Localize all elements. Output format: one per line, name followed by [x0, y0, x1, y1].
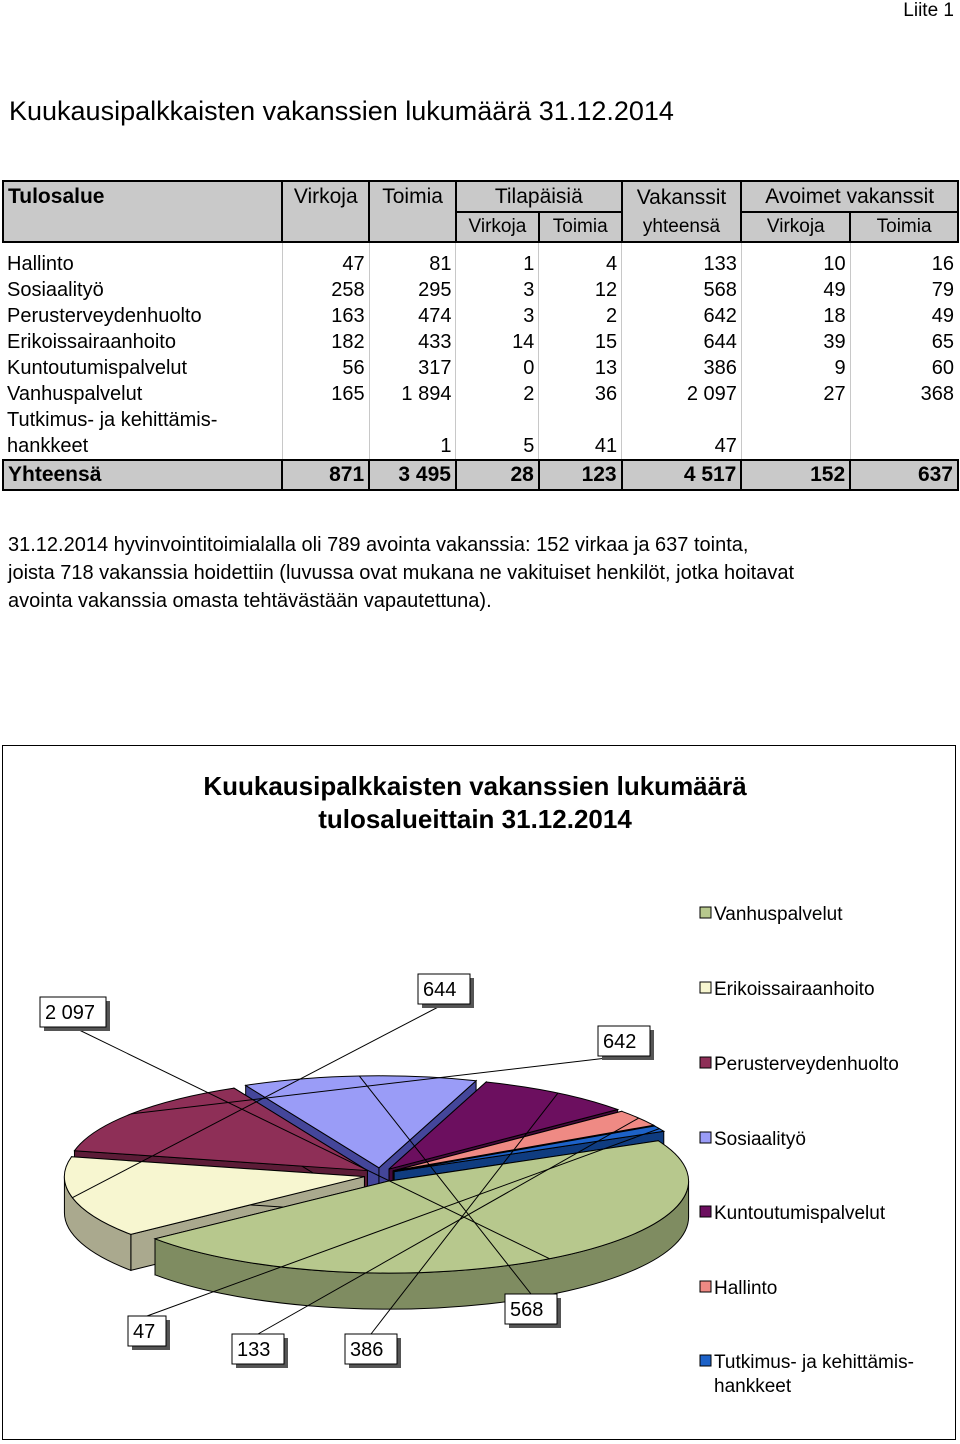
- cell-av-virkoja: 10: [741, 242, 850, 277]
- cell-til-virkoja: 5: [456, 407, 539, 460]
- cell-av-virkoja: 27: [741, 381, 850, 407]
- header-avoimet: Avoimet vakanssit: [741, 181, 958, 212]
- cell-til-virkoja: 1: [456, 242, 539, 277]
- cell-toimia: 1: [369, 407, 456, 460]
- legend-label: Vanhuspalvelut: [714, 904, 843, 925]
- header-tulosalue: Tulosalue: [3, 181, 282, 242]
- cell-toimia: 81: [369, 242, 456, 277]
- data-label: 568: [510, 1299, 544, 1321]
- cell-av-toimia: 16: [850, 242, 958, 277]
- header-tilapaisia-virkoja: Virkoja: [456, 212, 539, 242]
- legend-swatch: [700, 1057, 711, 1068]
- cell-av-virkoja: 49: [741, 277, 850, 303]
- total-av-toimia: 637: [850, 460, 958, 490]
- cell-virkoja: 182: [282, 329, 369, 355]
- header-avoimet-virkoja: Virkoja: [741, 212, 850, 242]
- legend-swatch: [700, 1206, 711, 1217]
- cell-av-toimia: 65: [850, 329, 958, 355]
- cell-til-virkoja: 0: [456, 355, 539, 381]
- row-name: Perusterveydenhuolto: [7, 305, 202, 327]
- cell-toimia: 295: [369, 277, 456, 303]
- data-label: 644: [423, 979, 457, 1001]
- header-tilapaisia-toimia: Toimia: [539, 212, 622, 242]
- header-avoimet-toimia: Toimia: [850, 212, 958, 242]
- cell-til-toimia: 15: [539, 329, 622, 355]
- header-yhteensa: yhteensä: [622, 212, 742, 242]
- cell-yhteensa: 386: [622, 355, 742, 381]
- cell-yhteensa: 133: [622, 242, 742, 277]
- cell-virkoja: 258: [282, 277, 369, 303]
- total-av-virkoja: 152: [741, 460, 850, 490]
- attachment-label: Liite 1: [903, 0, 954, 21]
- legend-label: Erikoissairaanhoito: [714, 979, 875, 1000]
- cell-til-virkoja: 3: [456, 303, 539, 329]
- cell-til-toimia: 12: [539, 277, 622, 303]
- legend-swatch: [700, 907, 711, 918]
- data-label: 386: [350, 1339, 384, 1361]
- cell-toimia: 474: [369, 303, 456, 329]
- header-vakanssit: Vakanssit: [622, 181, 742, 212]
- cell-av-toimia: 79: [850, 277, 958, 303]
- header-virkoja: Virkoja: [282, 181, 369, 242]
- total-til-virkoja: 28: [456, 460, 539, 490]
- note-line: avointa vakanssia omasta tehtävästään vapautettuna).: [8, 590, 492, 612]
- legend-label: Perusterveydenhuolto: [714, 1054, 899, 1075]
- cell-til-toimia: 2: [539, 303, 622, 329]
- total-name: Yhteensä: [3, 460, 282, 490]
- cell-yhteensa: 2 097: [622, 381, 742, 407]
- header-tilapaisia: Tilapäisiä: [456, 181, 622, 212]
- cell-av-toimia: 368: [850, 381, 958, 407]
- cell-toimia: 317: [369, 355, 456, 381]
- chart-title-line1: Kuukausipalkkaisten vakanssien lukumäärä: [203, 771, 747, 801]
- data-label: 2 097: [45, 1002, 96, 1024]
- cell-til-toimia: 13: [539, 355, 622, 381]
- legend-swatch: [700, 1132, 711, 1143]
- legend-swatch: [700, 1355, 711, 1366]
- row-name-line1: Tutkimus- ja kehittämis-: [7, 409, 218, 431]
- total-yhteensa: 4 517: [622, 460, 742, 490]
- header-toimia: Toimia: [369, 181, 456, 242]
- cell-til-virkoja: 2: [456, 381, 539, 407]
- cell-toimia: 433: [369, 329, 456, 355]
- legend-label: hankkeet: [714, 1376, 792, 1397]
- cell-av-virkoja: 9: [741, 355, 850, 381]
- cell-yhteensa: 47: [622, 407, 742, 460]
- cell-yhteensa: 642: [622, 303, 742, 329]
- total-til-toimia: 123: [539, 460, 622, 490]
- total-virkoja: 871: [282, 460, 369, 490]
- note-line: joista 718 vakanssia hoidettiin (luvussa ovat mukana ne vakituiset henkilöt, jotka hoitavat: [8, 562, 795, 584]
- cell-til-toimia: 41: [539, 407, 622, 460]
- legend-swatch: [700, 982, 711, 993]
- cell-virkoja: 56: [282, 355, 369, 381]
- row-name-line2: hankkeet: [7, 435, 89, 457]
- row-name: Sosiaalityö: [7, 279, 104, 301]
- chart-title-line2: tulosalueittain 31.12.2014: [318, 804, 632, 834]
- row-name: Kuntoutumispalvelut: [7, 357, 188, 379]
- row-name: Erikoissairaanhoito: [7, 331, 176, 353]
- row-name: Hallinto: [7, 253, 74, 275]
- data-label: 133: [237, 1339, 271, 1361]
- cell-av-virkoja: 18: [741, 303, 850, 329]
- page-title: Kuukausipalkkaisten vakanssien lukumäärä 31.12.2014: [9, 96, 674, 126]
- total-toimia: 3 495: [369, 460, 456, 490]
- cell-til-toimia: 36: [539, 381, 622, 407]
- cell-til-toimia: 4: [539, 242, 622, 277]
- data-label: 642: [603, 1031, 637, 1053]
- cell-toimia: 1 894: [369, 381, 456, 407]
- cell-av-toimia: 49: [850, 303, 958, 329]
- row-name: Vanhuspalvelut: [7, 383, 143, 405]
- legend-label: Hallinto: [714, 1278, 778, 1299]
- cell-virkoja: 47: [282, 242, 369, 277]
- cell-til-virkoja: 14: [456, 329, 539, 355]
- cell-av-toimia: 60: [850, 355, 958, 381]
- cell-yhteensa: 568: [622, 277, 742, 303]
- legend-swatch: [700, 1281, 711, 1292]
- note-line: 31.12.2014 hyvinvointitoimialalla oli 789 avointa vakanssia: 152 virkaa ja 637 tointa,: [8, 534, 749, 556]
- cell-av-virkoja: 39: [741, 329, 850, 355]
- legend-label: Sosiaalityö: [714, 1129, 806, 1150]
- cell-virkoja: 165: [282, 381, 369, 407]
- legend-label: Tutkimus- ja kehittämis-: [714, 1352, 914, 1373]
- data-label: 47: [133, 1321, 156, 1343]
- cell-yhteensa: 644: [622, 329, 742, 355]
- cell-til-virkoja: 3: [456, 277, 539, 303]
- legend-label: Kuntoutumispalvelut: [714, 1203, 886, 1224]
- cell-virkoja: 163: [282, 303, 369, 329]
